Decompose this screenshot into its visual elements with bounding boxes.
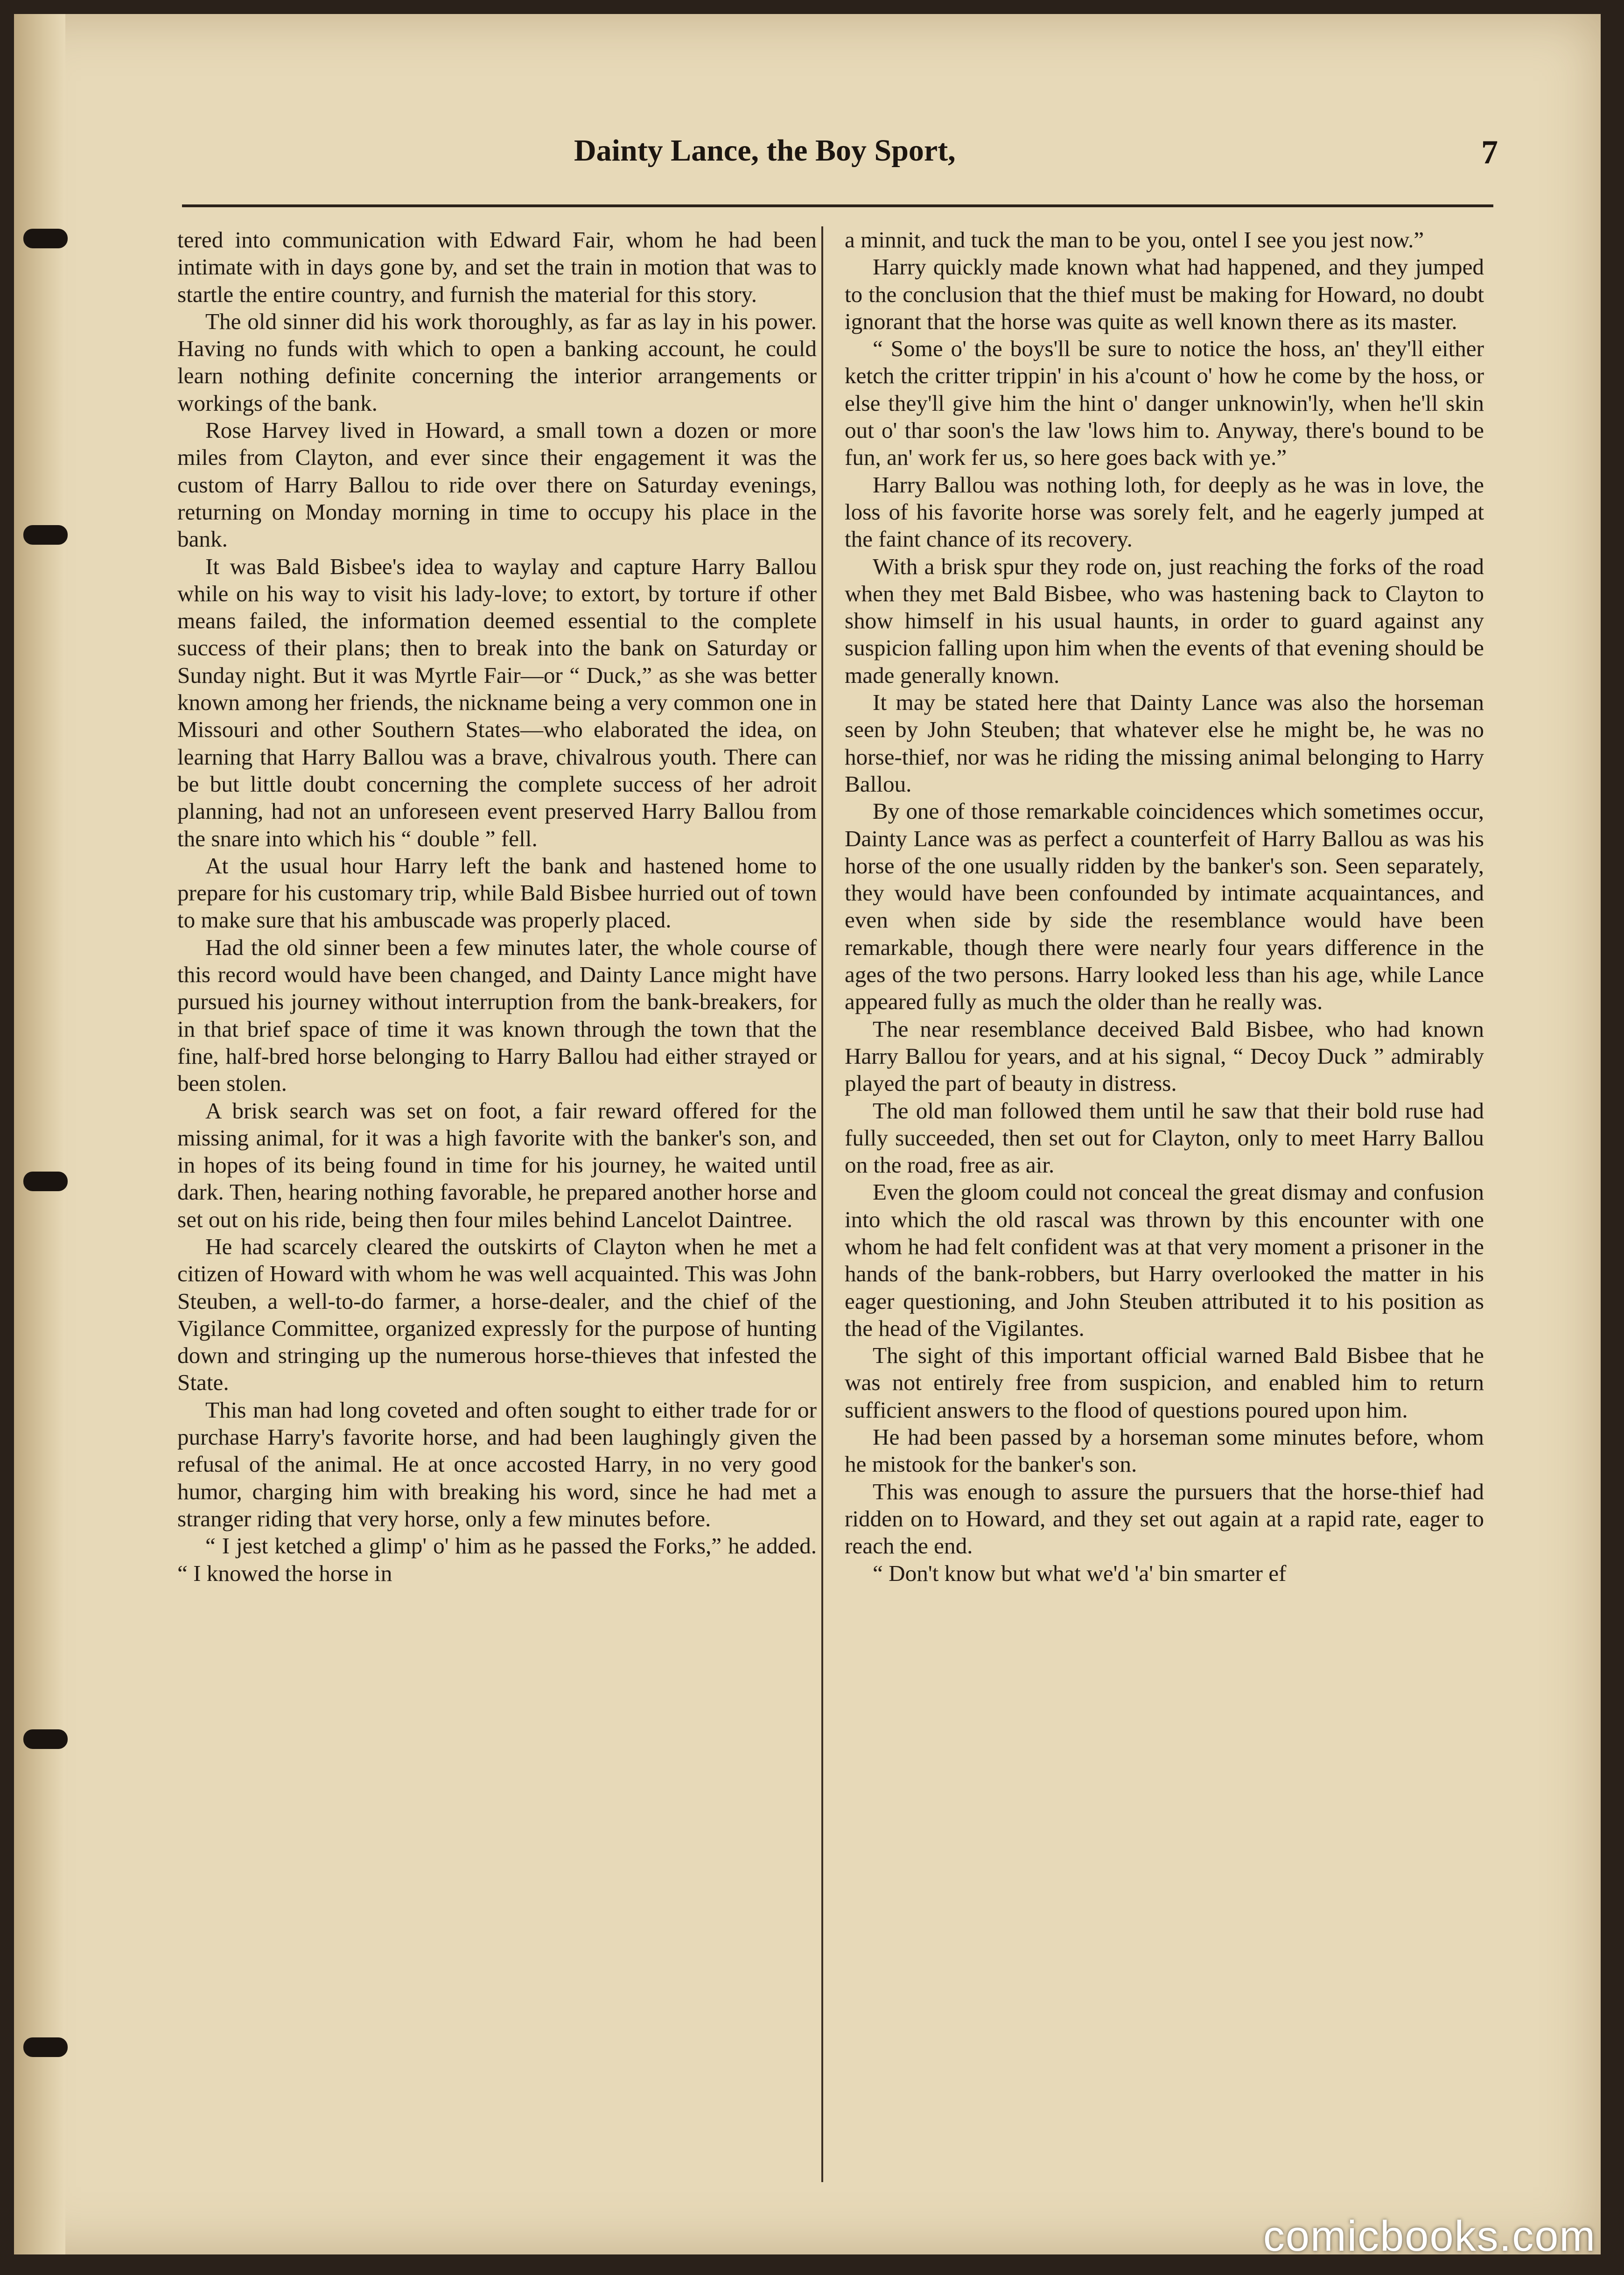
paragraph: Had the old sinner been a few minutes later, the whole course of this record would have been changed, and Dainty Lance might have pursued his journey without interruption from the bank-breakers, for in that brief space of time it was known through the town that the fine, half-bred horse belonging to Harry Ballou had either strayed or been stolen.: [177, 934, 817, 1096]
paragraph: The old man followed them until he saw that their bold ruse had fully succeeded, then set out for Clayton, only to meet Harry Ballou on the road, free as air.: [845, 1097, 1484, 1178]
paragraph: “ Don't know but what we'd 'a' bin smarter ef: [873, 1560, 1287, 1586]
header-rule: [182, 204, 1493, 207]
paragraph: The sight of this important official warned Bald Bisbee that he was not entirely free from suspicion, and enabled him to return sufficient answers to the flood of questions poured upon him.: [845, 1342, 1484, 1423]
book-page: [14, 14, 1601, 2254]
paragraph: A brisk search was set on foot, a fair reward offered for the missing animal, for it was a high favorite with the banker's son, and in hopes of its being found in time for his journey, he waited until dark. Then, hearing nothing favorable, he prepared another horse and set out on his ride, being then four miles behind Lancelot Daintree.: [177, 1097, 817, 1232]
paragraph: Rose Harvey lived in Howard, a small town a dozen or more miles from Clayton, and ever since their engagement it was the custom of Harry Ballou to ride over there on Saturday evenings, returning on Monday morning in time to occupy his place in the bank.: [177, 417, 817, 552]
paragraph: The near resemblance deceived Bald Bisbee, who had known Harry Ballou for years, and at his signal, “ Decoy Duck ” admirably played the part of beauty in distress.: [845, 1016, 1484, 1096]
paragraph: Even the gloom could not conceal the great dismay and confusion into which the old rascal was thrown by this encounter with one whom he had felt confident was at that very moment a prisoner in the hands of the bank-robbers, but Harry overlooked the matter in his eager questioning, and John Steuben attributed it to his position as the head of the Vigilantes.: [845, 1179, 1484, 1341]
paragraph: tered into communication with Edward Fair, whom he had been intimate with in days gone by, and set the train in motion that was to startle the entire country, and furnish the material for this story.: [177, 227, 817, 307]
paragraph: It may be stated here that Dainty Lance was also the horseman seen by John Steuben; that whatever else he might be, he was no horse-thief, nor was he riding the missing animal belonging to Harry Ballou.: [845, 689, 1484, 797]
paragraph: With a brisk spur they rode on, just reaching the forks of the road when they met Bald Bisbee, who was hastening back to Clayton to show himself in his usual haunts, in order to guard against any suspicion falling upon him when the events of that evening should be made generally known.: [845, 553, 1484, 688]
paragraph: This was enough to assure the pursuers that the horse-thief had ridden on to Howard, and they set out again at a rapid rate, eager to reach the end.: [845, 1478, 1484, 1559]
paragraph: By one of those remarkable coincidences which sometimes occur, Dainty Lance was as perfect a counterfeit of Harry Ballou as was his horse of the one usually ridden by the banker's son. Seen separately, they would have been confounded by intimate acquaintances, and even when side by side the resemblance would have been remarkable, though there were nearly four years difference in the ages of the two persons. Harry looked less than his age, while Lance appeared fully as much the older than he really was.: [845, 798, 1484, 1015]
paragraph: This man had long coveted and often sought to either trade for or purchase Harry's favorite horse, and had been laughingly given the refusal of the animal. He at once accosted Harry, in no very good humor, charging him with breaking his word, since he had met a stranger riding that very horse, only a few minutes before.: [177, 1397, 817, 1531]
paragraph: Harry Ballou was nothing loth, for deeply as he was in love, the loss of his favorite horse was sorely felt, and he eagerly jumped at the faint chance of its recovery.: [845, 471, 1484, 552]
binding-stitch: [23, 2037, 68, 2057]
binding-gutter: [14, 14, 65, 2254]
binding-stitch: [23, 1172, 68, 1191]
running-title: Dainty Lance, the Boy Sport,: [574, 133, 956, 168]
site-watermark: comicbooks.com: [1263, 2212, 1596, 2260]
binding-stitch: [23, 1729, 68, 1749]
binding-stitch: [23, 229, 68, 248]
binding-stitch: [23, 525, 68, 545]
page-number: 7: [1481, 133, 1498, 171]
paragraph: At the usual hour Harry left the bank and hastened home to prepare for his customary trip, while Bald Bisbee hurried out of town to make sure that his ambuscade was properly placed.: [177, 852, 817, 933]
paragraph: He had scarcely cleared the outskirts of Clayton when he met a citizen of Howard with whom he was well acquainted. This was John Steuben, a well-to-do farmer, a horse-dealer, and the chief of the Vigilance Committee, organized expressly for the purpose of hunting down and stringing up the numerous horse-thieves that infested the State.: [177, 1233, 817, 1396]
right-column: [845, 226, 1484, 2187]
paragraph: “ Some o' the boys'll be sure to notice the hoss, an' they'll either ketch the critter trippin' in his a'count o' how he come by the hoss, or else they'll give him the hint o' danger unknowin'ly, when he'll skin out o' thar soon's the law 'lows him to. Anyway, there's bound to be fun, an' work fer us, so here goes back with ye.”: [845, 336, 1484, 470]
paragraph: a minnit, and tuck the man to be you, ontel I see you jest now.”: [845, 227, 1424, 253]
column-divider: [821, 226, 823, 2182]
paragraph: Harry quickly made known what had happened, and they jumped to the conclusion that the thief must be making for Howard, no doubt ignorant that the horse was quite as well known there as its master.: [845, 254, 1484, 334]
paragraph: “ I jest ketched a glimp' o' him as he passed the Forks,” he added. “ I knowed the horse in: [177, 1533, 817, 1586]
left-column: [177, 226, 817, 2187]
running-header: [574, 133, 1498, 184]
paragraph: It was Bald Bisbee's idea to waylay and capture Harry Ballou while on his way to visit his lady-love; to extort, by torture if other means failed, the information deemed essential to the complete success of their plans; then to break into the bank on Saturday or Sunday night. But it was Myrtle Fair—or “ Duck,” as she was better known among her friends, the nickname being a very common one in Missouri and other Southern States—who elaborated the idea, on learning that Harry Ballou was a brave, chivalrous youth. There can be but little doubt concerning the complete success of her adroit planning, had not an unforeseen event preserved Harry Ballou from the snare into which his “ double ” fell.: [177, 553, 817, 851]
paragraph: The old sinner did his work thoroughly, as far as lay in his power. Having no funds with which to open a banking account, he could learn nothing definite concerning the interior arrangements or workings of the bank.: [177, 308, 817, 416]
paragraph: He had been passed by a horseman some minutes before, whom he mistook for the banker's son.: [845, 1424, 1484, 1477]
